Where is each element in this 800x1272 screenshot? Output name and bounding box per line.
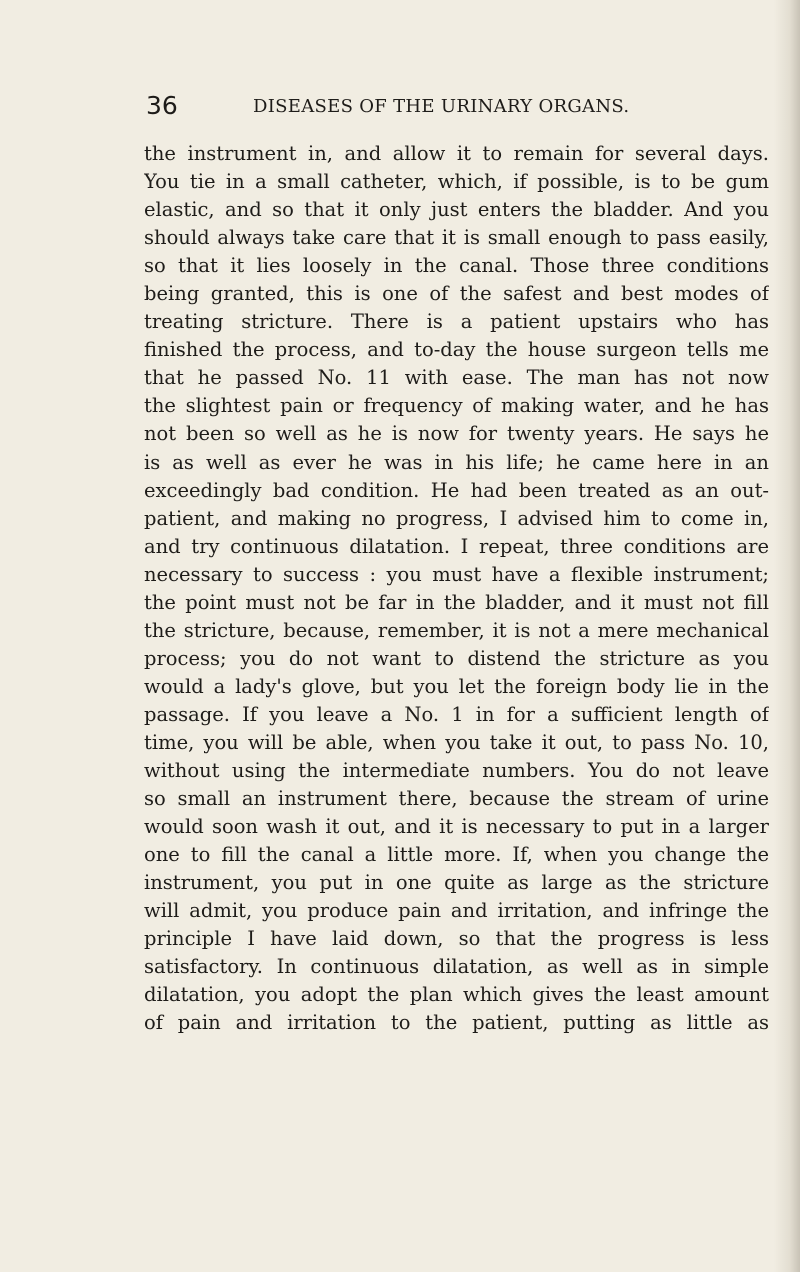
text-line: is as well as ever he was in his life; he came here in an <box>144 450 769 474</box>
text-line: exceedingly bad condition. He had been treated as an out- <box>144 478 769 502</box>
text-line: one to fill the canal a little more. If, when you change the <box>144 843 769 867</box>
text-line: process; you do not want to distend the stricture as you <box>144 646 769 670</box>
text-line: necessary to success : you must have a flexible instrument; <box>144 562 769 586</box>
text-line: and try continuous dilatation. I repeat, three conditions are <box>144 534 769 558</box>
running-head: DISEASES OF THE URINARY ORGANS. <box>253 96 630 117</box>
page-number: 36 <box>146 91 178 120</box>
text-line: without using the intermediate numbers. You do not leave <box>144 759 769 783</box>
text-line: that he passed No. 11 with ease. The man has not now <box>144 366 769 390</box>
text-line: You tie in a small catheter, which, if possible, is to be gum <box>144 170 769 194</box>
text-line: passage. If you leave a No. 1 in for a sufficient length of <box>144 702 769 726</box>
text-line: the stricture, because, remember, it is not a mere mechanical <box>144 618 769 642</box>
text-line: elastic, and so that it only just enters the bladder. And you <box>144 198 769 222</box>
text-line: will admit, you produce pain and irritation, and infringe the <box>144 899 769 923</box>
text-line: being granted, this is one of the safest and best modes of <box>144 282 769 306</box>
text-line: would soon wash it out, and it is necessary to put in a larger <box>144 815 769 839</box>
text-line: so that it lies loosely in the canal. Those three conditions <box>144 254 769 278</box>
text-line: treating stricture. There is a patient upstairs who has <box>144 310 769 334</box>
text-line: patient, and making no progress, I advised him to come in, <box>144 506 769 530</box>
text-line: finished the process, and to-day the house surgeon tells me <box>144 338 769 362</box>
text-line: the instrument in, and allow it to remain for several days. <box>144 142 769 165</box>
text-line: of pain and irritation to the patient, putting as little as <box>144 1011 769 1035</box>
text-line: should always take care that it is small enough to pass easily, <box>144 226 769 250</box>
body-text <box>144 140 769 1038</box>
text-line: satisfactory. In continuous dilatation, as well as in simple <box>144 955 769 979</box>
text-line: so small an instrument there, because the stream of urine <box>144 787 769 811</box>
text-line: time, you will be able, when you take it out, to pass No. 10, <box>144 730 769 754</box>
page-edge-shadow <box>774 0 800 1272</box>
text-line: the slightest pain or frequency of making water, and he has <box>144 394 769 418</box>
text-line: dilatation, you adopt the plan which gives the least amount <box>144 983 769 1007</box>
page-header <box>146 92 646 120</box>
text-line: would a lady's glove, but you let the foreign body lie in the <box>144 674 769 698</box>
text-line: the point must not be far in the bladder, and it must not fill <box>144 590 769 614</box>
text-line: not been so well as he is now for twenty years. He says he <box>144 422 769 446</box>
text-line: instrument, you put in one quite as large as the stricture <box>144 871 769 895</box>
text-line: principle I have laid down, so that the progress is less <box>144 927 769 951</box>
